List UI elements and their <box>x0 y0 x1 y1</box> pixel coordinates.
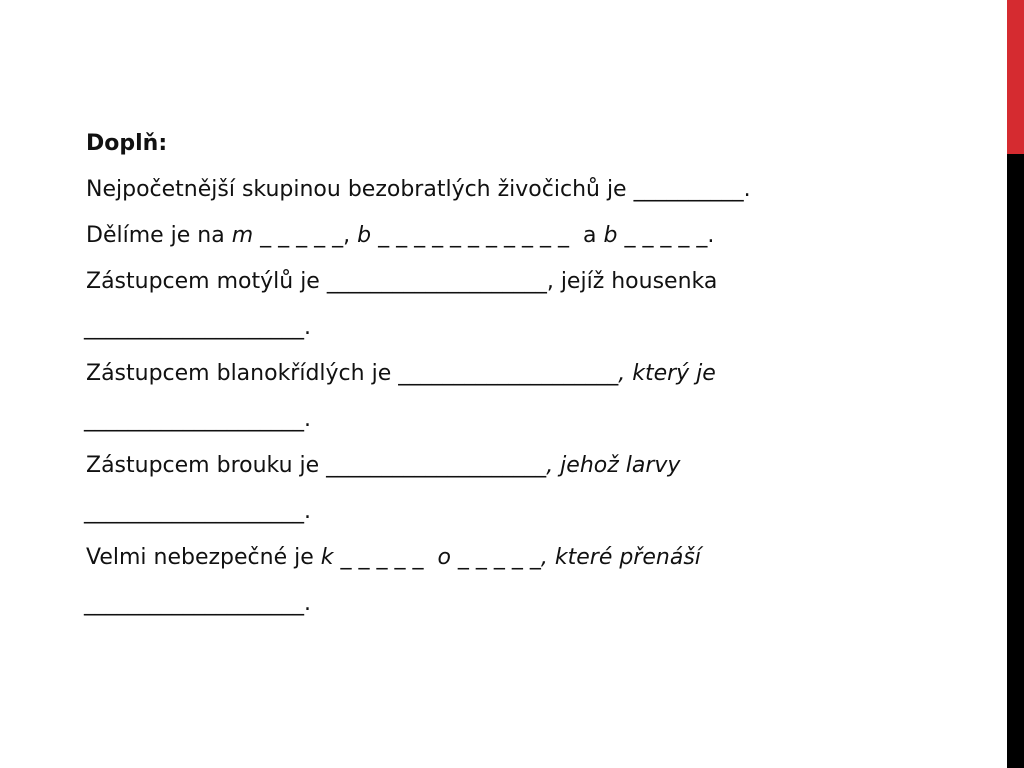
line-6 <box>84 397 986 443</box>
line-3 <box>86 259 986 305</box>
line-2-blank-b2: _ _ _ _ _. <box>617 223 715 248</box>
line-2-letter-b2: b <box>603 223 618 248</box>
line-4-blank: ____________________. <box>84 315 311 340</box>
line-2-letter-m: m <box>231 223 254 248</box>
line-5-italic: , který je <box>618 361 716 386</box>
line-10-blank: ____________________. <box>84 591 311 616</box>
line-7-italic: , jehož larvy <box>546 453 681 478</box>
heading: Doplň: <box>86 131 168 156</box>
side-accent-bar <box>1007 0 1024 768</box>
line-5 <box>86 351 986 397</box>
line-9 <box>86 535 986 581</box>
line-7 <box>86 443 986 489</box>
line-1-text: Nejpočetnější skupinou bezobratlých živočichů je __________. <box>86 177 751 202</box>
accent-bar-black <box>1007 154 1024 768</box>
line-6-blank: ____________________. <box>84 407 311 432</box>
accent-bar-red <box>1007 0 1024 154</box>
line-2-letter-b1: b <box>350 223 372 248</box>
line-5-text: Zástupcem blanokřídlých je ____________________ <box>86 361 619 386</box>
line-8 <box>84 489 986 535</box>
line-7-text: Zástupcem brouku je ____________________ <box>86 453 547 478</box>
line-2 <box>86 213 986 259</box>
line-10 <box>84 581 986 627</box>
line-8-blank: ____________________. <box>84 499 311 524</box>
worksheet-content <box>86 121 986 627</box>
line-2-text-a: Dělíme je na <box>86 223 232 248</box>
line-2-blank-b1: _ _ _ _ _ _ _ _ _ _ _ <box>371 223 577 248</box>
line-1 <box>86 167 986 213</box>
line-9-text: Velmi nebezpečné je <box>86 545 321 570</box>
line-2-conj: a <box>576 223 604 248</box>
line-9-italic: k _ _ _ _ _ o _ _ _ _ _, které přenáší <box>320 545 701 570</box>
line-2-blank-m: _ _ _ _ _, <box>253 223 351 248</box>
line-4 <box>84 305 986 351</box>
line-3-text: Zástupcem motýlů je ____________________, jejíž housenka <box>86 269 718 294</box>
